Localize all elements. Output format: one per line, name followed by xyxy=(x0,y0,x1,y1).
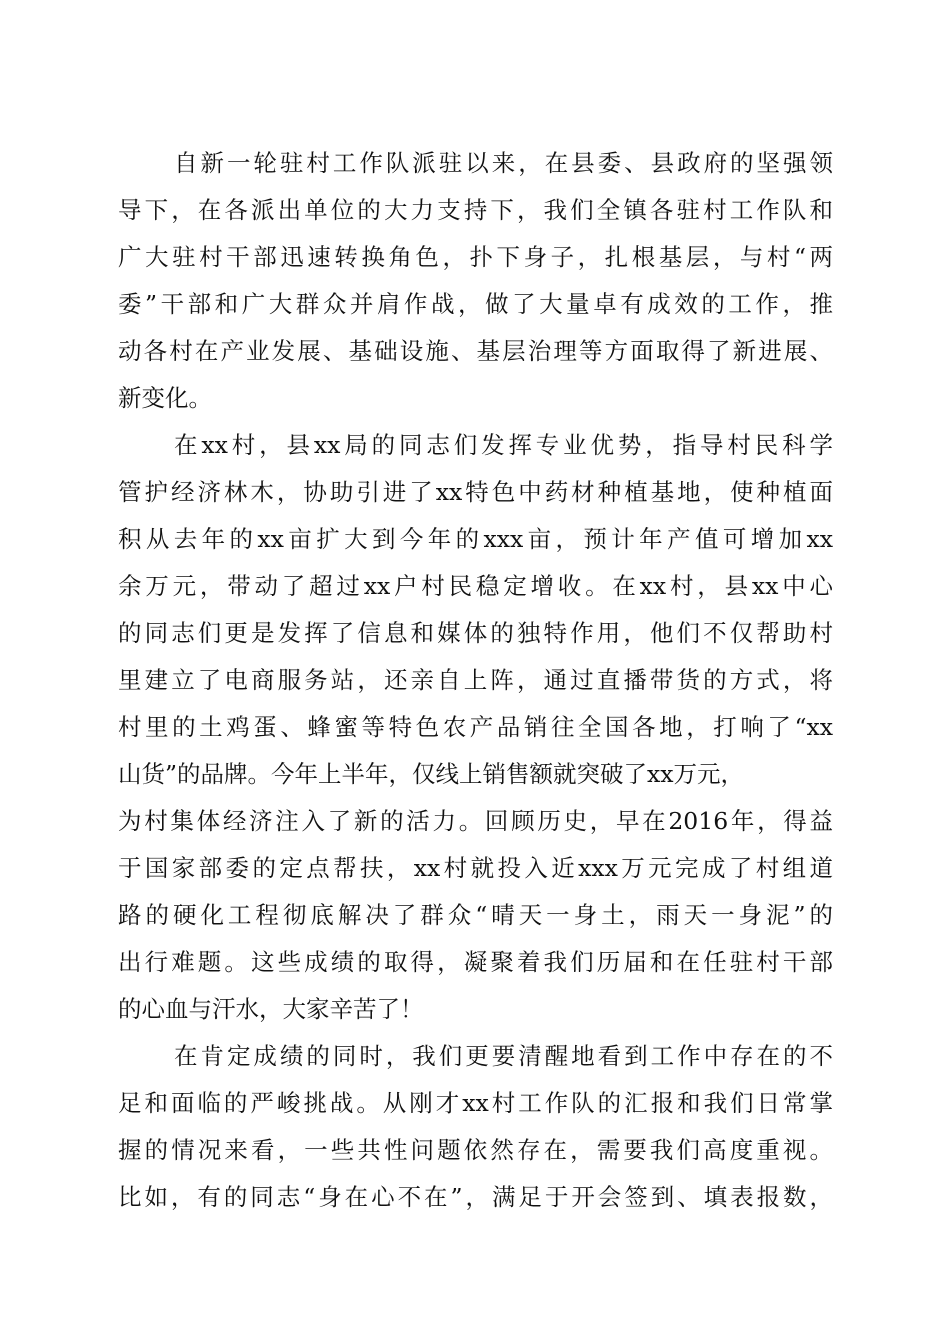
text-line: 的心血与汗水，大家辛苦了！ xyxy=(118,995,424,1023)
text-line: 村里的土鸡蛋、蜂蜜等特色农产品销往全国各地，打响了“xx xyxy=(118,713,833,741)
paragraph-3 xyxy=(118,1033,833,1221)
text-line: 导下，在各派出单位的大力支持下，我们全镇各驻村工作队和 xyxy=(118,196,833,224)
text-line: 握的情况来看，一些共性问题依然存在，需要我们高度重视。 xyxy=(118,1136,833,1164)
paragraph-2 xyxy=(118,422,833,1033)
text-line: 在肯定成绩的同时，我们更要清醒地看到工作中存在的不 xyxy=(174,1042,833,1070)
text-line: 于国家部委的定点帮扶，xx村就投入近xxx万元完成了村组道 xyxy=(118,854,833,882)
text-line: 山货”的品牌。今年上半年，仅线上销售额就突破了xx万元， xyxy=(118,760,745,788)
text-line: 的同志们更是发挥了信息和媒体的独特作用，他们不仅帮助村 xyxy=(118,619,833,647)
text-line: 动各村在产业发展、基础设施、基层治理等方面取得了新进展、 xyxy=(118,337,833,365)
text-line: 出行难题。这些成绩的取得，凝聚着我们历届和在任驻村干部 xyxy=(118,948,833,976)
text-line: 新变化。 xyxy=(118,384,212,412)
document-body xyxy=(118,140,833,1221)
text-line: 广大驻村干部迅速转换角色，扑下身子，扎根基层，与村“两 xyxy=(118,243,833,271)
text-line: 自新一轮驻村工作队派驻以来，在县委、县政府的坚强领 xyxy=(174,149,833,177)
text-line: 比如，有的同志“身在心不在”，满足于开会签到、填表报数， xyxy=(118,1183,833,1211)
text-line: 里建立了电商服务站，还亲自上阵，通过直播带货的方式，将 xyxy=(118,666,833,694)
text-line: 足和面临的严峻挑战。从刚才xx村工作队的汇报和我们日常掌 xyxy=(118,1089,833,1117)
text-line: 路的硬化工程彻底解决了群众“晴天一身土，雨天一身泥”的 xyxy=(118,901,833,929)
text-line: 为村集体经济注入了新的活力。回顾历史，早在2016年，得益 xyxy=(118,807,833,835)
text-line: 积从去年的xx亩扩大到今年的xxx亩，预计年产值可增加xx xyxy=(118,525,833,553)
text-line: 委”干部和广大群众并肩作战，做了大量卓有成效的工作，推 xyxy=(118,290,833,318)
paragraph-1 xyxy=(118,140,833,422)
text-line: 管护经济林木，协助引进了xx特色中药材种植基地，使种植面 xyxy=(118,478,833,506)
text-line: 在xx村，县xx局的同志们发挥专业优势，指导村民科学 xyxy=(174,431,833,459)
text-line: 余万元，带动了超过xx户村民稳定增收。在xx村，县xx中心 xyxy=(118,572,833,600)
